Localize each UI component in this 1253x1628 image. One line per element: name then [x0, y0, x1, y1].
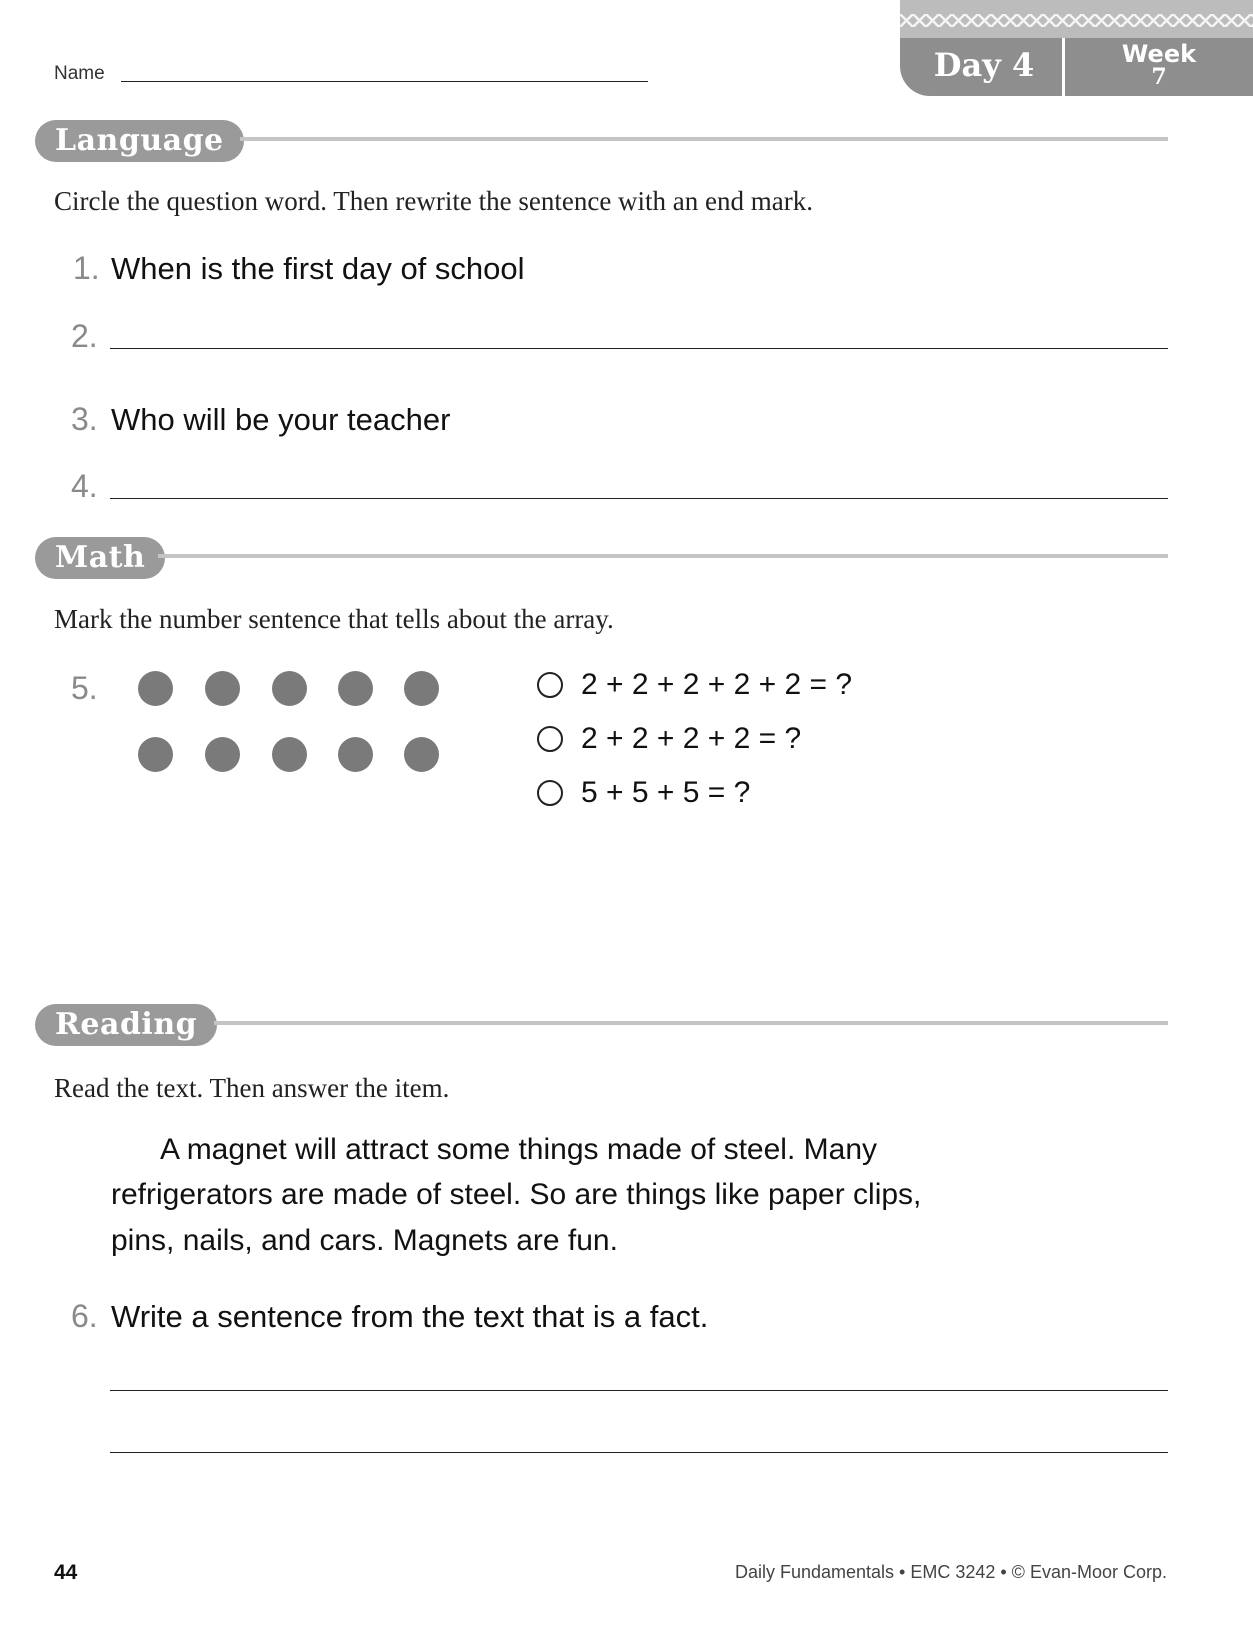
answer-bubble[interactable] — [537, 780, 563, 806]
math-heading: Math — [35, 537, 165, 579]
reading-heading: Reading — [35, 1004, 217, 1046]
math-option-text: 5 + 5 + 5 = ? — [581, 776, 751, 809]
footer-credit: Daily Fundamentals • EMC 3242 • © Evan-Moor Corp. — [734, 1562, 1167, 1582]
array-dot — [138, 671, 173, 706]
array-dot — [272, 737, 307, 772]
item-5-number: 5. — [71, 670, 98, 706]
array-dot — [138, 737, 173, 772]
passage-line-2: refrigerators are made of steel. So are things like paper clips, — [111, 1178, 922, 1211]
array-dot — [205, 737, 240, 772]
math-option-2[interactable] — [537, 722, 801, 756]
language-rule — [240, 137, 1168, 141]
item-1-number: 1. — [73, 250, 100, 286]
item-3-text[interactable]: Who will be your teacher — [111, 402, 451, 437]
item-4-number: 4. — [71, 468, 98, 504]
item-3-number: 3. — [71, 401, 98, 437]
item-2-write-line[interactable] — [110, 348, 1168, 349]
array-dot — [272, 671, 307, 706]
day-week-tab — [900, 0, 1253, 96]
item-4-write-line[interactable] — [110, 498, 1168, 499]
item-6-text: Write a sentence from the text that is a fact. — [111, 1299, 709, 1334]
week-label: Week — [1121, 40, 1197, 68]
language-heading: Language — [35, 120, 244, 162]
array-dot — [338, 671, 373, 706]
math-option-text: 2 + 2 + 2 + 2 + 2 = ? — [581, 668, 853, 701]
answer-bubble[interactable] — [537, 672, 563, 698]
math-option-1[interactable] — [537, 668, 852, 702]
passage-line-3: pins, nails, and cars. Magnets are fun. — [111, 1224, 618, 1257]
array-dot — [404, 737, 439, 772]
math-option-text: 2 + 2 + 2 + 2 = ? — [581, 722, 802, 755]
array-dot — [338, 737, 373, 772]
math-rule — [158, 554, 1168, 558]
reading-instruction: Read the text. Then answer the item. — [54, 1073, 450, 1103]
array-dot — [205, 671, 240, 706]
week-number: 7 — [1151, 64, 1167, 90]
name-write-line[interactable] — [121, 81, 648, 82]
tab-pattern-strip — [900, 0, 1253, 38]
item-1-text[interactable]: When is the first day of school — [111, 251, 525, 286]
item-6-write-line-1[interactable] — [110, 1390, 1168, 1391]
page-number: 44 — [54, 1561, 78, 1584]
name-label: Name — [54, 63, 105, 84]
passage-line-1: A magnet will attract some things made of steel. Many — [160, 1133, 877, 1166]
array-dot — [404, 671, 439, 706]
math-instruction: Mark the number sentence that tells about the array. — [54, 604, 614, 634]
item-2-number: 2. — [71, 318, 98, 354]
day-label: Day 4 — [933, 46, 1035, 84]
language-instruction: Circle the question word. Then rewrite the sentence with an end mark. — [54, 186, 814, 216]
reading-rule — [214, 1021, 1168, 1025]
math-option-3[interactable] — [537, 776, 750, 810]
item-6-number: 6. — [71, 1298, 98, 1334]
item-6-write-line-2[interactable] — [110, 1452, 1168, 1453]
answer-bubble[interactable] — [537, 726, 563, 752]
